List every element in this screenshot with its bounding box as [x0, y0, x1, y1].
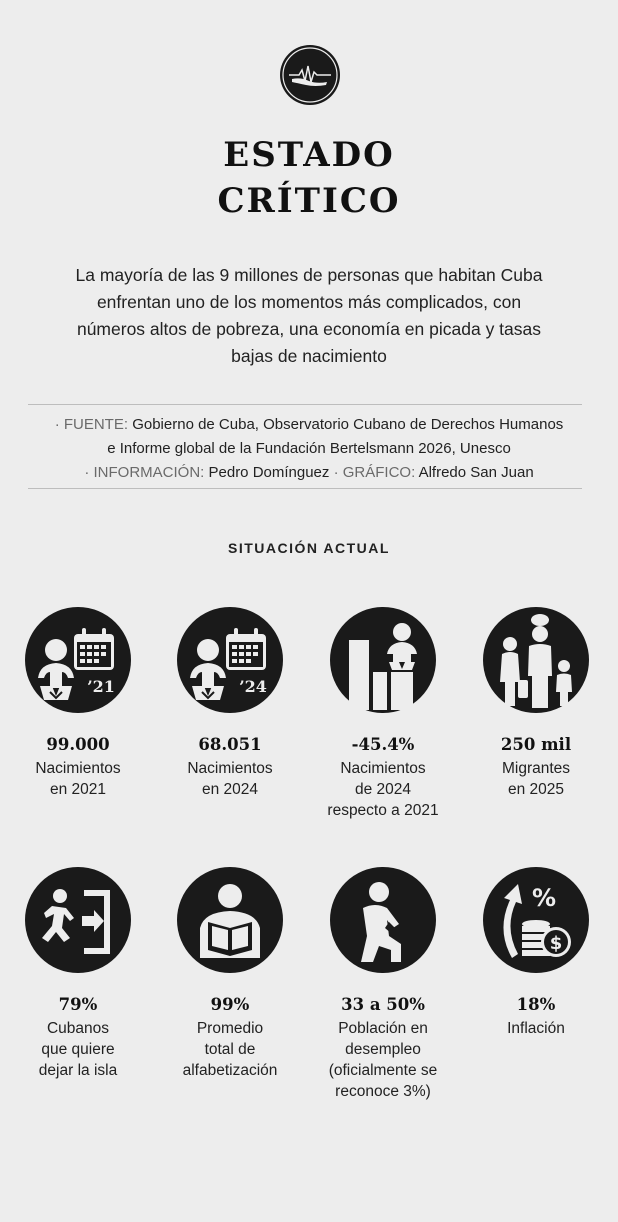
stat-migrants [460, 606, 612, 800]
stat-literacy [154, 866, 306, 1081]
section-title: SITUACIÓN ACTUAL [228, 540, 390, 556]
stat-label: Promedio total de alfabetización [182, 1020, 278, 1079]
baby-decline-bars-icon [329, 606, 437, 714]
title-line-2: CRÍTICO [217, 181, 401, 221]
stat-label: Población en desempleo (oficialmente se reconoce 3%) [328, 1020, 438, 1100]
divider-top [28, 404, 582, 405]
stat-want-to-leave [2, 866, 154, 1081]
year-label-2024: ’24 [239, 677, 267, 696]
stat-value: -45.4% [351, 735, 415, 754]
stat-unemployment [307, 866, 459, 1102]
divider-bottom [28, 488, 582, 489]
cuba-heartbeat-logo-icon [279, 44, 341, 106]
info-value: Pedro Domínguez [208, 464, 330, 481]
stat-value: 33 a 50% [341, 995, 425, 1014]
baby-calendar-icon [24, 606, 132, 714]
stat-label: Nacimientos de 2024 respecto a 2021 [327, 760, 439, 819]
stat-value: 68.051 [198, 735, 262, 754]
credits [20, 413, 598, 485]
graphic-key: · GRÁFICO: [333, 464, 416, 481]
stat-label: Nacimientos en 2024 [187, 760, 273, 798]
title-line-1: ESTADO [223, 135, 395, 175]
intro-paragraph: La mayoría de las 9 millones de personas que habitan Cuba enfrentan uno de los momentos más complicados, con números altos de pobreza, una economía en picada y tasas bajas de nacimiento [75, 265, 543, 366]
info-key: · INFORMACIÓN: [84, 464, 205, 481]
migrant-family-icon [482, 606, 590, 714]
stat-births-change [307, 606, 459, 821]
source-value-2: e Informe global de la Fundación Bertelsmann 2026, Unesco [107, 440, 511, 457]
stat-value: 99.000 [46, 735, 110, 754]
stat-inflation [460, 866, 612, 1039]
exit-running-icon [24, 866, 132, 974]
source-value-1: Gobierno de Cuba, Observatorio Cubano de Derechos Humanos [132, 416, 564, 433]
inflation-coins-icon [482, 866, 590, 974]
stat-value: 79% [58, 995, 98, 1014]
sad-person-icon [329, 866, 437, 974]
stat-label: Nacimientos en 2021 [35, 760, 121, 798]
stat-label: Inflación [507, 1020, 565, 1037]
stat-births-2021 [2, 606, 154, 800]
year-label-2021: ’21 [87, 677, 115, 696]
stat-value: 99% [210, 995, 250, 1014]
credits-source-line-1 [20, 413, 598, 437]
page-title [0, 132, 618, 224]
stat-label: Cubanos que quiere dejar la isla [38, 1020, 118, 1079]
svg-text:%: % [531, 884, 557, 912]
stat-value: 18% [516, 995, 556, 1014]
source-key: · FUENTE: [54, 416, 129, 433]
svg-text:$: $ [549, 933, 563, 954]
credits-authors-line [20, 461, 598, 485]
stat-label: Migrantes en 2025 [501, 760, 571, 798]
graphic-value: Alfredo San Juan [418, 464, 534, 481]
stat-births-2024 [154, 606, 306, 800]
baby-calendar-icon [176, 606, 284, 714]
person-reading-icon [176, 866, 284, 974]
stat-value: 250 mil [500, 735, 572, 754]
